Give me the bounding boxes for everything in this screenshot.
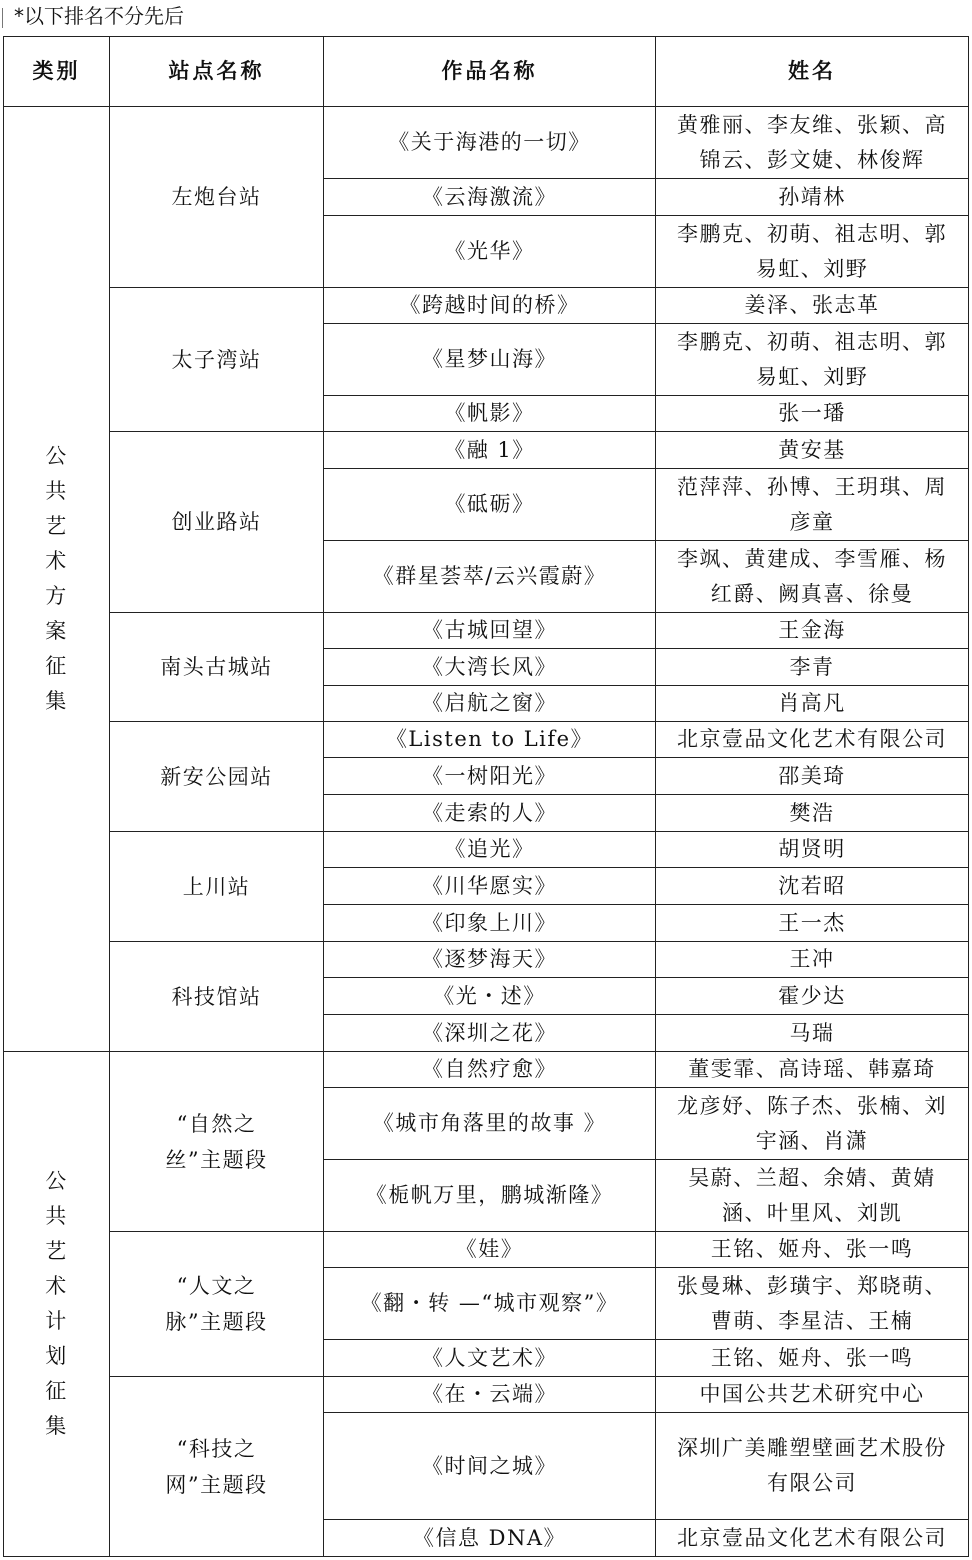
creator-name-cell: 王铭、姬舟、张一鸣 bbox=[656, 1232, 969, 1268]
work-title-cell: 《翻・转 —“城市观察”》 bbox=[324, 1268, 656, 1340]
category-cell bbox=[4, 107, 110, 1052]
header-name: 姓名 bbox=[656, 37, 969, 107]
winners-table bbox=[3, 36, 969, 1557]
creator-name-cell: 孙靖林 bbox=[656, 179, 969, 216]
station-cell: “自然之丝”主题段 bbox=[110, 1052, 324, 1232]
work-title-cell: 《深圳之花》 bbox=[324, 1015, 656, 1052]
creator-name-cell: 董雯霏、高诗瑶、韩嘉琦 bbox=[656, 1052, 969, 1088]
station-cell: 左炮台站 bbox=[110, 107, 324, 288]
creator-name-cell: 深圳广美雕塑壁画艺术股份有限公司 bbox=[656, 1413, 969, 1520]
ranking-note: *以下排名不分先后 bbox=[14, 4, 184, 28]
work-title-cell: 《栀帆万里，鹏城渐隆》 bbox=[324, 1160, 656, 1232]
table-row bbox=[4, 942, 969, 978]
table-row bbox=[4, 722, 969, 758]
creator-name-cell: 李青 bbox=[656, 649, 969, 686]
creator-name-cell: 黄雅丽、李友维、张颖、高锦云、彭文婕、林俊辉 bbox=[656, 107, 969, 179]
creator-name-cell: 王一杰 bbox=[656, 905, 969, 942]
creator-name-cell: 北京壹品文化艺术有限公司 bbox=[656, 1520, 969, 1557]
work-title-cell: 《逐梦海天》 bbox=[324, 942, 656, 978]
header-row bbox=[4, 37, 969, 107]
work-title-cell: 《在・云端》 bbox=[324, 1377, 656, 1413]
work-title-cell: 《Listen to Life》 bbox=[324, 722, 656, 758]
table-row bbox=[4, 1052, 969, 1088]
table-row bbox=[4, 432, 969, 469]
creator-name-cell: 胡贤明 bbox=[656, 832, 969, 868]
work-title-cell: 《群星荟萃/云兴霞蔚》 bbox=[324, 541, 656, 613]
work-title-cell: 《信息 DNA》 bbox=[324, 1520, 656, 1557]
station-cell: 新安公园站 bbox=[110, 722, 324, 832]
table-row bbox=[4, 288, 969, 324]
creator-name-cell: 王铭、姬舟、张一鸣 bbox=[656, 1340, 969, 1377]
creator-name-cell: 肖高凡 bbox=[656, 686, 969, 722]
work-title-cell: 《帆影》 bbox=[324, 396, 656, 432]
creator-name-cell: 马瑞 bbox=[656, 1015, 969, 1052]
station-cell: 南头古城站 bbox=[110, 613, 324, 722]
work-title-cell: 《城市角落里的故事 》 bbox=[324, 1088, 656, 1160]
work-title-cell: 《融 1》 bbox=[324, 432, 656, 469]
creator-name-cell: 张曼琳、彭璜宇、郑晓萌、曹萌、李星洁、王楠 bbox=[656, 1268, 969, 1340]
work-title-cell: 《光华》 bbox=[324, 216, 656, 288]
work-title-cell: 《川华愿实》 bbox=[324, 868, 656, 905]
work-title-cell: 《光・述》 bbox=[324, 978, 656, 1015]
table-row bbox=[4, 107, 969, 179]
station-cell: 创业路站 bbox=[110, 432, 324, 613]
work-title-cell: 《印象上川》 bbox=[324, 905, 656, 942]
creator-name-cell: 范萍萍、孙博、王玥琪、周彦童 bbox=[656, 469, 969, 541]
work-title-cell: 《砥砺》 bbox=[324, 469, 656, 541]
station-cell: “人文之脉”主题段 bbox=[110, 1232, 324, 1377]
work-title-cell: 《跨越时间的桥》 bbox=[324, 288, 656, 324]
category-cell bbox=[4, 1052, 110, 1557]
work-title-cell: 《人文艺术》 bbox=[324, 1340, 656, 1377]
work-title-cell: 《自然疗愈》 bbox=[324, 1052, 656, 1088]
creator-name-cell: 沈若昭 bbox=[656, 868, 969, 905]
category-label: 公共艺术计划征集 bbox=[45, 1169, 68, 1438]
creator-name-cell: 樊浩 bbox=[656, 795, 969, 832]
creator-name-cell: 张一璠 bbox=[656, 396, 969, 432]
creator-name-cell: 吴蔚、兰超、余婧、黄婧涵、叶里风、刘凯 bbox=[656, 1160, 969, 1232]
creator-name-cell: 邵美琦 bbox=[656, 758, 969, 795]
work-title-cell: 《古城回望》 bbox=[324, 613, 656, 649]
creator-name-cell: 中国公共艺术研究中心 bbox=[656, 1377, 969, 1413]
category-label: 公共艺术方案征集 bbox=[45, 444, 68, 713]
header-work: 作品名称 bbox=[324, 37, 656, 107]
margin-mark bbox=[2, 8, 3, 28]
station-cell: 太子湾站 bbox=[110, 288, 324, 432]
creator-name-cell: 王金海 bbox=[656, 613, 969, 649]
creator-name-cell: 黄安基 bbox=[656, 432, 969, 469]
station-cell: 科技馆站 bbox=[110, 942, 324, 1052]
work-title-cell: 《启航之窗》 bbox=[324, 686, 656, 722]
table-row bbox=[4, 613, 969, 649]
work-title-cell: 《一树阳光》 bbox=[324, 758, 656, 795]
creator-name-cell: 霍少达 bbox=[656, 978, 969, 1015]
creator-name-cell: 龙彦妤、陈子杰、张楠、刘宇涵、肖潇 bbox=[656, 1088, 969, 1160]
work-title-cell: 《大湾长风》 bbox=[324, 649, 656, 686]
creator-name-cell: 姜泽、张志革 bbox=[656, 288, 969, 324]
creator-name-cell: 李鹏克、初萌、祖志明、郭易虹、刘野 bbox=[656, 216, 969, 288]
creator-name-cell: 王冲 bbox=[656, 942, 969, 978]
work-title-cell: 《娃》 bbox=[324, 1232, 656, 1268]
work-title-cell: 《追光》 bbox=[324, 832, 656, 868]
work-title-cell: 《星梦山海》 bbox=[324, 324, 656, 396]
creator-name-cell: 李鹏克、初萌、祖志明、郭易虹、刘野 bbox=[656, 324, 969, 396]
table-body bbox=[4, 107, 969, 1557]
work-title-cell: 《云海激流》 bbox=[324, 179, 656, 216]
station-cell: 上川站 bbox=[110, 832, 324, 942]
table-row bbox=[4, 1232, 969, 1268]
work-title-cell: 《走索的人》 bbox=[324, 795, 656, 832]
creator-name-cell: 李飒、黄建成、李雪雁、杨红爵、阙真喜、徐曼 bbox=[656, 541, 969, 613]
table-row bbox=[4, 832, 969, 868]
work-title-cell: 《时间之城》 bbox=[324, 1413, 656, 1520]
creator-name-cell: 北京壹品文化艺术有限公司 bbox=[656, 722, 969, 758]
table-row bbox=[4, 1377, 969, 1413]
station-cell: “科技之网”主题段 bbox=[110, 1377, 324, 1557]
header-category: 类别 bbox=[4, 37, 110, 107]
header-station: 站点名称 bbox=[110, 37, 324, 107]
work-title-cell: 《关于海港的一切》 bbox=[324, 107, 656, 179]
